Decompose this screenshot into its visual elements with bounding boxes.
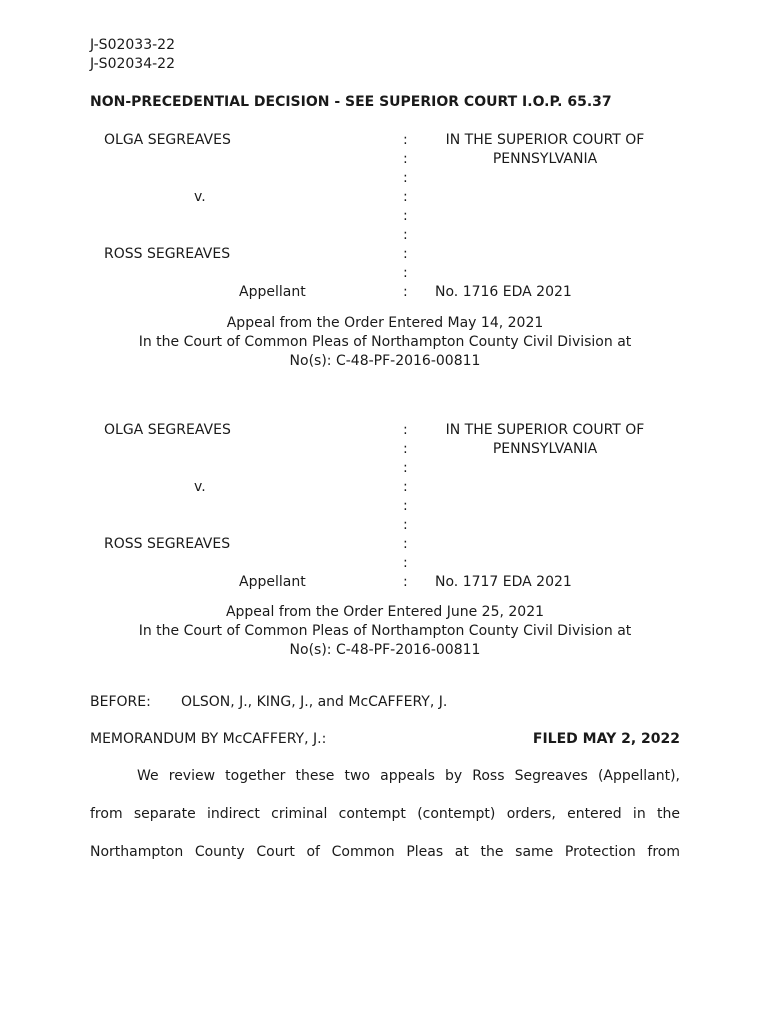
caption-colon: :	[403, 265, 408, 281]
before-label: BEFORE:	[90, 694, 151, 710]
appeal-line-1: Appeal from the Order Entered May 14, 2021	[226, 315, 544, 331]
caption-colon: :	[403, 246, 408, 262]
caption-colon: :	[403, 227, 408, 243]
docket-number-2: J-S02034-22	[90, 56, 175, 72]
caption-colon: :	[403, 151, 408, 167]
caption-colon: :	[403, 460, 408, 476]
court-name-line2: PENNSYLVANIA	[492, 441, 598, 457]
caption-colon: :	[403, 208, 408, 224]
versus: v.	[194, 189, 206, 205]
appeal-line-2: In the Court of Common Pleas of Northampton County Civil Division at	[138, 623, 632, 639]
caption-colon: :	[403, 574, 408, 590]
appellant-label: Appellant	[239, 574, 306, 590]
plaintiff-name: OLGA SEGREAVES	[104, 422, 231, 438]
court-name-line2: PENNSYLVANIA	[492, 151, 598, 167]
caption-colon: :	[403, 441, 408, 457]
body-line-1: We review together these two appeals by Ross Segreaves (Appellant),	[137, 768, 680, 784]
appeal-line-1: Appeal from the Order Entered June 25, 2021	[225, 604, 545, 620]
caption-colon: :	[403, 498, 408, 514]
non-precedential-banner: NON-PRECEDENTIAL DECISION - SEE SUPERIOR COURT I.O.P. 65.37	[90, 94, 612, 110]
caption-colon: :	[403, 132, 408, 148]
appeal-line-3: No(s): C-48-PF-2016-00811	[289, 642, 481, 658]
case-number: No. 1716 EDA 2021	[435, 284, 572, 300]
court-name-line1: IN THE SUPERIOR COURT OF	[445, 422, 645, 438]
appeal-line-2: In the Court of Common Pleas of Northampton County Civil Division at	[138, 334, 632, 350]
body-line-2: from separate indirect criminal contempt (contempt) orders, entered in the	[90, 806, 680, 822]
docket-number-1: J-S02033-22	[90, 37, 175, 53]
caption-colon: :	[403, 517, 408, 533]
court-name-line1: IN THE SUPERIOR COURT OF	[445, 132, 645, 148]
caption-colon: :	[403, 422, 408, 438]
appellant-label: Appellant	[239, 284, 306, 300]
defendant-name: ROSS SEGREAVES	[104, 246, 231, 262]
plaintiff-name: OLGA SEGREAVES	[104, 132, 231, 148]
memorandum-author: MEMORANDUM BY McCAFFERY, J.:	[90, 731, 327, 747]
caption-colon: :	[403, 555, 408, 571]
body-line-3: Northampton County Court of Common Pleas at the same Protection from	[90, 844, 680, 860]
versus: v.	[194, 479, 206, 495]
panel-judges: OLSON, J., KING, J., and McCAFFERY, J.	[181, 694, 448, 710]
caption-colon: :	[403, 170, 408, 186]
appeal-line-3: No(s): C-48-PF-2016-00811	[289, 353, 481, 369]
caption-colon: :	[403, 479, 408, 495]
case-number: No. 1717 EDA 2021	[435, 574, 572, 590]
defendant-name: ROSS SEGREAVES	[104, 536, 231, 552]
filed-date: FILED MAY 2, 2022	[532, 731, 680, 747]
caption-colon: :	[403, 536, 408, 552]
caption-colon: :	[403, 284, 408, 300]
caption-colon: :	[403, 189, 408, 205]
